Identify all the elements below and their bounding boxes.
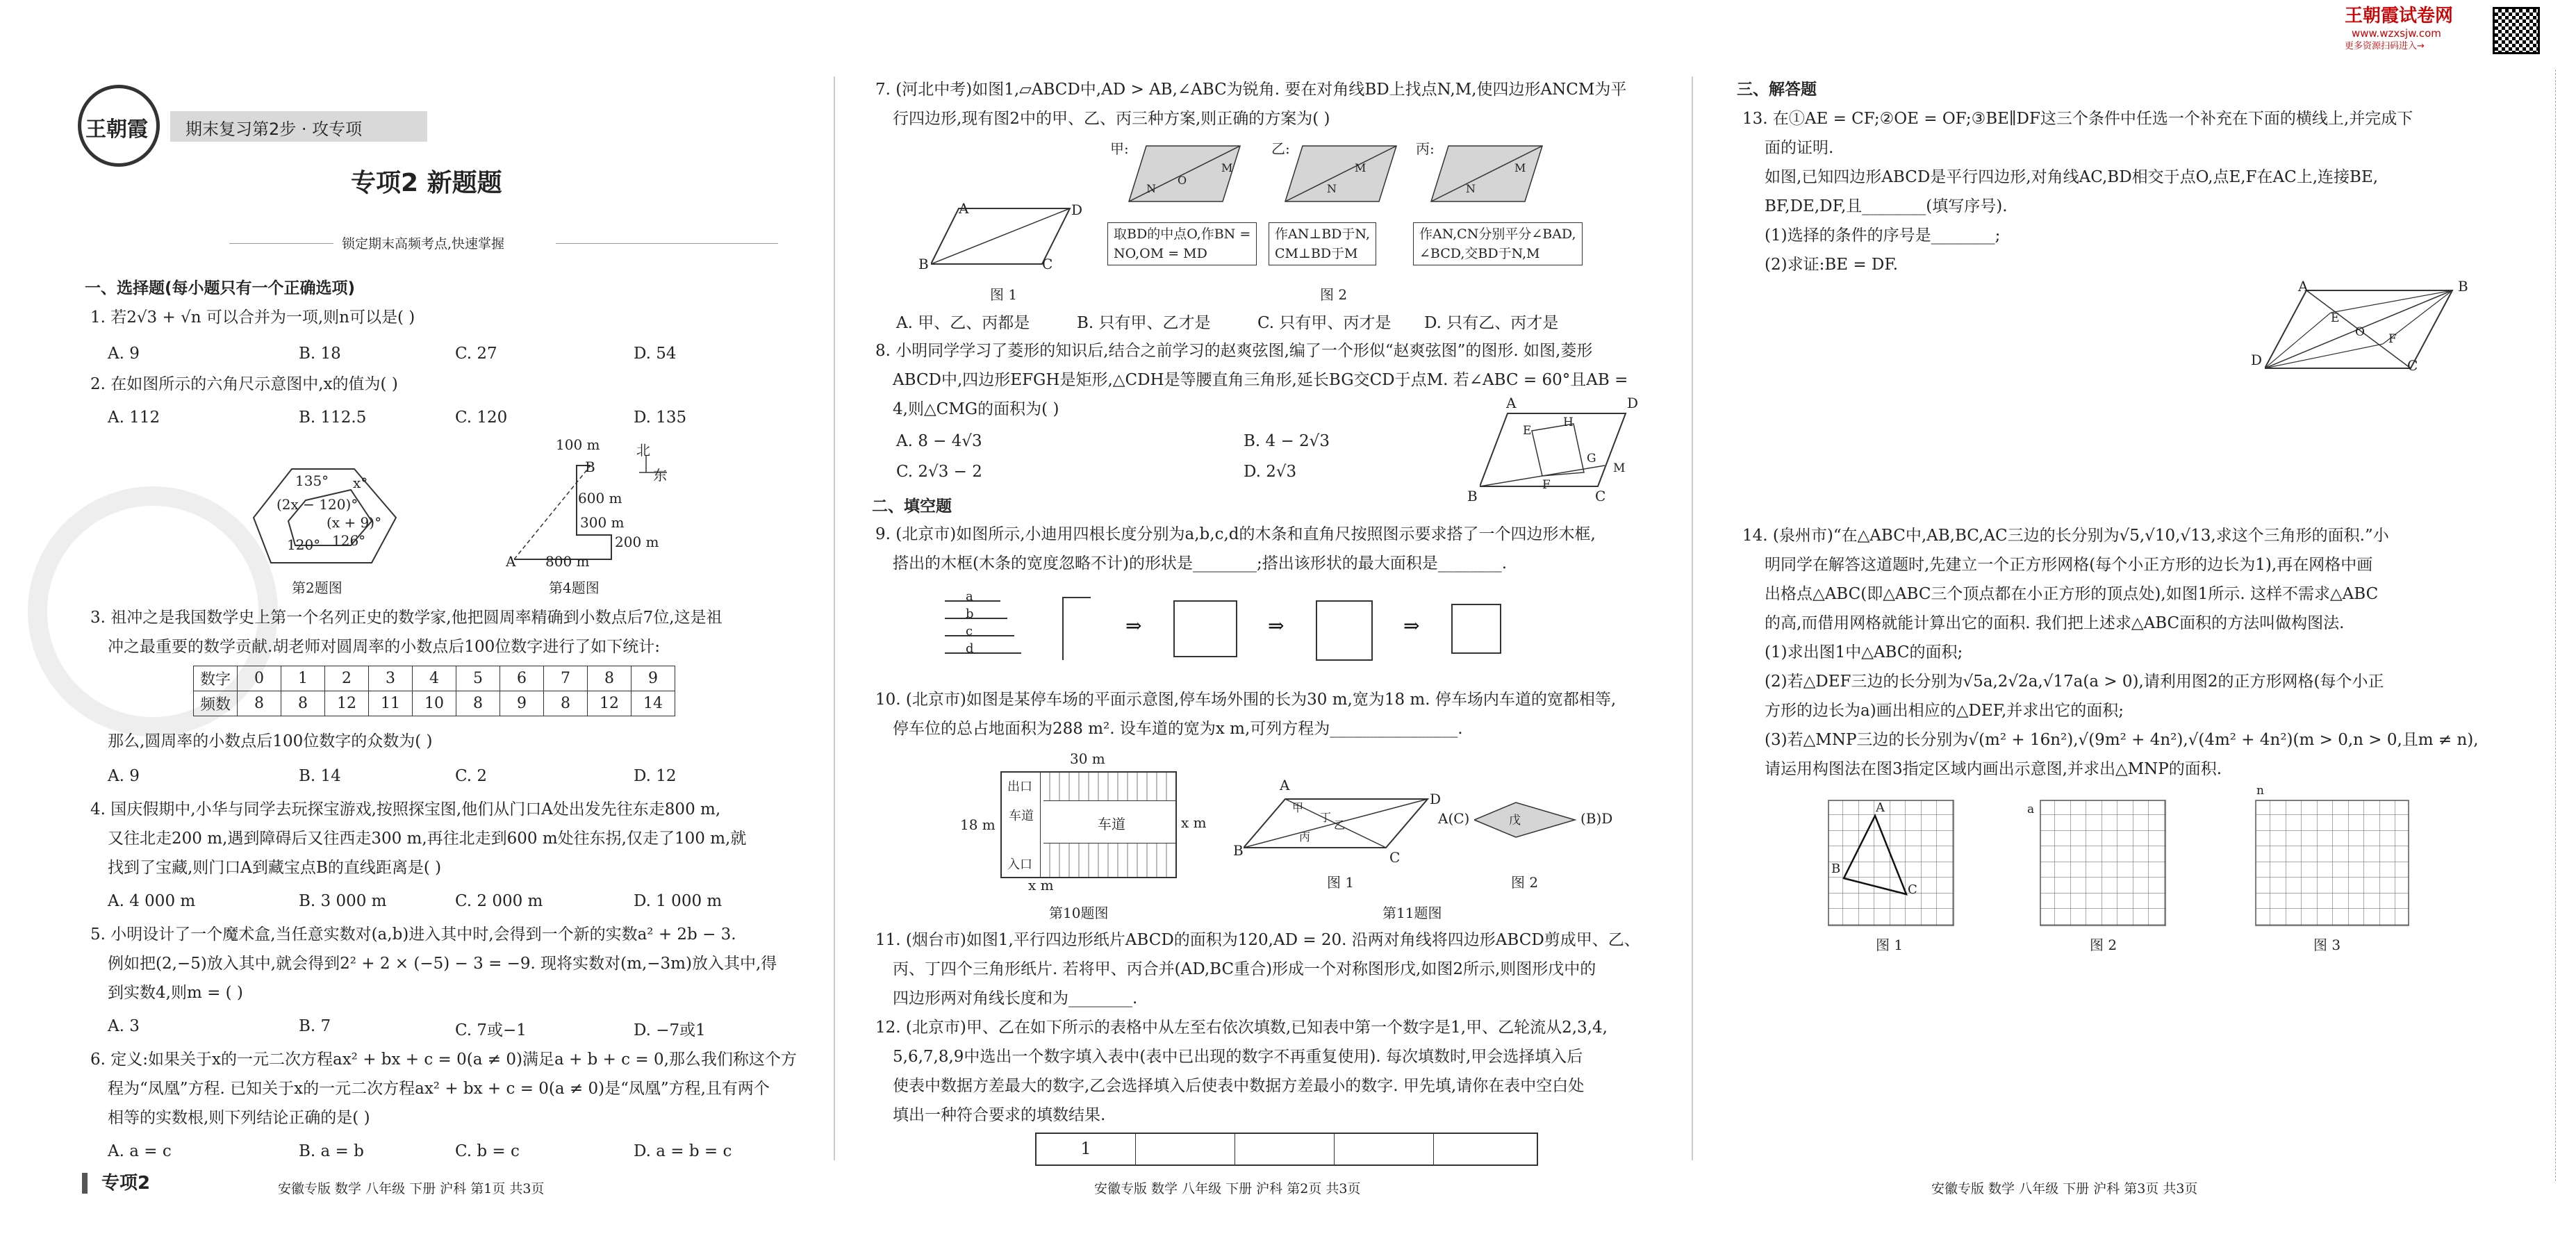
q13-C: C [2407,357,2418,374]
q4-opt-a[interactable]: A. 4 000 m [108,892,196,910]
page-2 [841,0,1688,1243]
table-cell: 0 [238,666,281,691]
q10-lane-v: 车道 [1009,809,1034,823]
q7-bing-M: M [1514,161,1526,174]
q11-caption: 第11题图 [1382,905,1442,921]
q5-line-2: 例如把(2,−5)放入其中,就会得到2² + 2 × (−5) − 3 = −9. 现将实数对(m,−3m)放入其中,得 [108,955,777,973]
q7-fig1-caption: 图 1 [990,286,1018,303]
q8-D: D [1627,395,1639,411]
q8-H: H [1563,415,1574,429]
q14-grid-1 [1827,799,1955,927]
q14-grid-2 [2039,799,2167,927]
q2-opt-a[interactable]: A. 112 [108,409,160,427]
q12-fill-table [1035,1133,1538,1166]
q2-opt-b[interactable]: B. 112.5 [299,409,367,427]
section-choice: 一、选择题(每小题只有一个正确选项) [85,279,356,297]
q7-fig1-A: A [959,200,969,217]
q1-opt-b[interactable]: B. 18 [299,345,341,363]
q6-opt-c[interactable]: C. b = c [455,1142,520,1160]
q9-b: b [966,607,974,621]
q13-line-6: (2)求证:BE = DF. [1765,256,1899,274]
q7-yi-M: M [1355,161,1367,174]
q2-opt-d[interactable]: D. 135 [634,409,687,427]
q7-yi-label: 乙: [1271,140,1290,157]
q13-E: E [2331,311,2340,325]
q7-jia-label: 甲: [1110,140,1129,157]
q7-fig1-C: C [1042,256,1053,272]
svg-text:⇒: ⇒ [1268,614,1285,637]
page-title: 专项2 新题题 [351,169,502,197]
q11-bing: 丙 [1299,830,1311,843]
q7-figure-1 [931,201,1077,271]
q6-opt-a[interactable]: A. a = c [108,1142,172,1160]
q2-text: 2. 在如图所示的六角尺示意图中,x的值为( ) [90,375,398,393]
q11-line-1: 11. (烟台市)如图1,平行四边形纸片ABCD的面积为120,AD = 20. 沿两对角线将四边形ABCD剪成甲、乙、 [875,931,1640,949]
q7-opt-c[interactable]: C. 只有甲、丙才是 [1257,314,1392,332]
q12-line-2: 5,6,7,8,9中选出一个数字填入表中(表中已出现的数字不再重复使用). 每次填数时,甲会选择填入后 [893,1048,1583,1066]
q13-D: D [2251,352,2263,368]
q7-opt-b[interactable]: B. 只有甲、乙才是 [1077,314,1211,332]
q11-line-2: 丙、丁四个三角形纸片. 若将甲、丙合并(AD,BC重合)形成一个对称图形戊,如图2所示,则图形戊中的 [893,960,1596,978]
q6-line-1: 6. 定义:如果关于x的一元二次方程ax² + bx + c = 0(a ≠ 0)满足a + b + c = 0,那么我们称这个方 [90,1051,797,1069]
q1-text: 1. 若2√3 + √n 可以合并为一项,则n可以是( ) [90,308,415,327]
q14-line-3: 出格点△ABC(即△ABC三个顶点都在小正方形的顶点处),如图1所示. 这样不需求△ABC [1765,585,2379,603]
fig2-angle-120: 120° [287,536,321,553]
fig4-200m: 200 m [615,534,659,550]
q10-xm-right: x m [1181,814,1207,831]
q7-plan-yi [1282,142,1400,205]
q12-line-3: 使表中数据方差最大的数字,乙会选择填入后使表中数据方差最小的数字. 甲先填,请你在表中空白处 [893,1077,1585,1095]
q4-opt-b[interactable]: B. 3 000 m [299,892,387,910]
q5-opt-b[interactable]: B. 7 [299,1017,331,1035]
q14-line-2: 明同学在解答这道题时,先建立一个正方形网格(每个小正方形的边长为1),再在网格中画 [1765,556,2373,574]
q9-c: c [966,624,973,639]
q12-cell-blank[interactable] [1335,1134,1434,1164]
q14-grid1-C: C [1908,882,1917,897]
q11-figure-2 [1474,799,1578,841]
table-cell: 8 [238,691,281,716]
q11-line-3: 四边形两对角线长度和为________. [893,989,1138,1007]
q11-D: D [1430,791,1442,807]
q7-bing-N: N [1466,182,1476,195]
q12-cell-blank[interactable] [1235,1134,1335,1164]
q13-line-3: 如图,已知四边形ABCD是平行四边形,对角线AC,BD相交于点O,点E,F在AC上,连接BE, [1765,168,2379,186]
q10-30m: 30 m [1070,750,1105,767]
q14-grid2-a: a [2027,802,2035,816]
table-row [194,666,675,691]
q3-opt-d[interactable]: D. 12 [634,767,677,785]
q14-fig2-caption: 图 2 [2090,937,2117,953]
q8-B: B [1467,488,1478,504]
q4-opt-c[interactable]: C. 2 000 m [455,892,543,910]
fig4-300m: 300 m [580,514,625,531]
q8-E: E [1523,424,1532,438]
fig2-caption: 第2题图 [292,579,342,596]
q7-plan-yi-desc-1: 作AN⊥BD于N, [1275,227,1370,242]
table-cell: 9 [500,691,544,716]
q7-plan-yi-box [1269,222,1376,265]
q11-C: C [1389,849,1401,866]
q13-line-1: 13. 在①AE = CF;②OE = OF;③BE∥DF这三个条件中任选一个补充在下面的横线上,并完成下 [1742,110,2413,128]
q9-line-1: 9. (北京市)如图所示,小迪用四根长度分别为a,b,c,d的木条和直角尺按照图示要求搭了一个四边形木框, [875,525,1596,543]
q7-jia-O: O [1178,174,1187,187]
q7-bing-label: 丙: [1416,140,1435,157]
q10-lane-h: 车道 [1098,816,1125,832]
q8-line-3: 4,则△CMG的面积为( ) [893,400,1059,418]
subtitle-rule-right [556,243,778,244]
table-cell: 8 [456,691,500,716]
q9-figure [938,584,1577,667]
q8-M: M [1613,461,1626,475]
fig2-angle-x: x° [353,475,368,491]
q13-line-2: 面的证明. [1765,139,1834,157]
q14-line-6: (2)若△DEF三边的长分别为√5a,2√2a,√17a(a > 0),请利用图2的正方形网格(每个小正 [1765,673,2384,691]
q5-opt-c[interactable]: C. 7或−1 [455,1021,527,1039]
page-1 [0,0,834,1243]
q10-entry: 入口 [1007,857,1032,872]
q5-opt-a[interactable]: A. 3 [108,1017,140,1035]
q14-fig1-caption: 图 1 [1876,937,1904,953]
table-cell: 1 [281,666,325,691]
q7-yi-N: N [1327,182,1337,195]
q11-jia: 甲 [1292,801,1304,814]
step-banner [170,111,427,142]
table-cell: 9 [631,666,675,691]
q7-plan-bing-desc-1: 作AN,CN分别平分∠BAD, [1419,227,1576,242]
q7-plan-jia-desc-1: 取BD的中点O,作BN = [1114,227,1251,242]
q1-opt-a[interactable]: A. 9 [108,345,140,363]
q14-line-8: (3)若△MNP三边的长分别为√(m² + 16n²),√(9m² + 4n²),√(4m² + 4n²)(m > 0,n > 0,且m ≠ n), [1765,731,2479,749]
fig2-expr-2: (x + 9)° [327,514,382,531]
fig4-B: B [585,459,595,475]
q11-fig1-caption: 图 1 [1327,874,1355,891]
q11-wu: 戊 [1509,814,1521,828]
table-cell: 7 [544,666,588,691]
q14-fig3-caption: 图 3 [2313,937,2341,953]
fig2-angle-135: 135° [295,472,329,489]
table-header: 数字 [194,666,238,691]
q13-A: A [2298,278,2309,295]
q11-fig2-caption: 图 2 [1511,874,1539,891]
q8-C: C [1595,488,1606,504]
q11-B: B [1233,842,1244,859]
q1-opt-c[interactable]: C. 27 [455,345,497,363]
table-row [194,691,675,716]
q7-jia-N: N [1146,182,1156,195]
fig4-north: 北 [636,442,650,459]
logo-text: 王朝霞 [85,117,148,142]
q12-cell-first: 1 [1037,1134,1136,1164]
q12-cell-blank[interactable] [1136,1134,1235,1164]
brand-logo [78,85,160,167]
q8-rhombus-figure [1480,410,1633,493]
q7-opt-a[interactable]: A. 甲、乙、丙都是 [896,314,1030,332]
q3-opt-b[interactable]: B. 14 [299,767,341,785]
q13-line-4: BF,DE,DF,且________(填写序号). [1765,197,2008,215]
subtitle-rule-left [229,243,333,244]
q7-plan-yi-desc-2: CM⊥BD于M [1275,246,1358,261]
q6-opt-d[interactable]: D. a = b = c [634,1142,732,1160]
watermark-url: www.wzxsjw.com [2352,27,2441,40]
q7-plan-bing-desc-2: ∠BCD,交BD于N,M [1419,246,1540,261]
q7-plan-jia-box [1107,222,1257,265]
svg-text:⇒: ⇒ [1125,614,1142,637]
q13-O: O [2355,325,2365,339]
q7-plan-bing-box [1413,222,1583,265]
q11-ding: 丁 [1320,811,1332,824]
q5-line-1: 5. 小明设计了一个魔术盒,当任意实数对(a,b)进入其中时,会得到一个新的实数a² + 2b − 3. [90,925,736,944]
q7-plan-jia-desc-2: NO,OM = MD [1114,246,1207,261]
q14-grid-3 [2254,799,2410,927]
fig4-east: 东 [653,467,667,484]
table-cell: 12 [325,691,369,716]
footer-tag-text: 专项2 [101,1173,151,1194]
q3-line-1: 3. 祖冲之是我国数学史上第一个名列正史的数学家,他把圆周率精确到小数点后7位,这是祖 [90,609,723,627]
q3-line-3: 那么,圆周率的小数点后100位数字的众数为( ) [108,732,433,750]
table-header: 频数 [194,691,238,716]
q7-fig1-B: B [918,256,929,272]
q4-line-3: 找到了宝藏,则门口A到藏宝点B的直线距离是( ) [108,859,442,877]
fig2-expr-1: (2x − 120)° [276,496,358,513]
q11-AC: A(C) [1438,810,1470,827]
fig4-caption: 第4题图 [549,579,600,596]
fig4-A: A [506,553,516,570]
table-cell: 2 [325,666,369,691]
q11-yi: 乙 [1334,818,1346,832]
q14-line-4: 的高,而借用网格就能计算出它的面积. 我们把上述求△ABC面积的方法叫做构图法. [1765,614,2345,632]
fig4-600m: 600 m [578,490,622,507]
q4-opt-d[interactable]: D. 1 000 m [634,892,723,910]
q7-fig1-D: D [1071,201,1083,218]
q8-line-1: 8. 小明同学学习了菱形的知识后,结合之前学习的赵爽弦图,编了一个形似“赵爽弦图”的图形. 如图,菱形 [875,342,1593,360]
q8-opt-b[interactable]: B. 4 − 2√3 [1244,432,1330,450]
q8-opt-d[interactable]: D. 2√3 [1244,463,1297,481]
footer-page-3: 安徽专版 数学 八年级 下册 沪科 第3页 共3页 [1931,1181,2198,1196]
q9-a: a [966,589,973,604]
q6-opt-b[interactable]: B. a = b [299,1142,364,1160]
q14-grid3-n: n [2256,784,2264,798]
q10-18m: 18 m [960,816,996,833]
column-divider-2 [1692,76,1693,1160]
footer-tag [82,1173,88,1194]
q3-opt-a[interactable]: A. 9 [108,767,140,785]
q14-line-5: (1)求出图1中△ABC的面积; [1765,643,1963,661]
table-cell: 10 [413,691,456,716]
q7-line-1: 7. (河北中考)如图1,▱ABCD中,AD > AB,∠ABC为锐角. 要在对角线BD上找点N,M,使四边形ANCM为平 [875,81,1627,99]
q10-exit: 出口 [1007,780,1032,794]
q14-line-7: 方形的边长为a)画出相应的△DEF,并求出它的面积; [1765,702,2124,720]
fig4-800m: 800 m [545,553,590,570]
section-fill: 二、填空题 [872,497,952,516]
q1-opt-d[interactable]: D. 54 [634,345,677,363]
table-cell: 12 [588,691,631,716]
table-cell: 6 [500,666,544,691]
q9-line-2: 搭出的木框(木条的宽度忽略不计)的形状是________;搭出该形状的最大面积是________. [893,554,1508,573]
q10-line-1: 10. (北京市)如图是某停车场的平面示意图,停车场外围的长为30 m,宽为18 m. 停车场内车道的宽都相等, [875,691,1617,709]
fig4-100m: 100 m [556,436,600,453]
q5-line-3: 到实数4,则m = ( ) [108,984,243,1002]
footer-page-1: 安徽专版 数学 八年级 下册 沪科 第1页 共3页 [278,1181,545,1196]
q6-line-2: 程为“凤凰”方程. 已知关于x的一元二次方程ax² + bx + c = 0(a ≠ 0)是“凤凰”方程,且有两个 [108,1080,770,1098]
q7-opt-d[interactable]: D. 只有乙、丙才是 [1424,314,1559,332]
q14-grid1-A: A [1876,800,1885,815]
q7-line-2: 行四边形,现有图2中的甲、乙、丙三种方案,则正确的方案为( ) [893,110,1330,128]
table-cell: 14 [631,691,675,716]
page-subtitle: 锁定期末高频考点,快速掌握 [342,236,505,252]
q5-opt-d[interactable]: D. −7或1 [634,1021,706,1039]
q2-opt-c[interactable]: C. 120 [455,409,508,427]
column-divider-1 [834,76,835,1160]
q12-line-1: 12. (北京市)甲、乙在如下所示的表格中从左至右依次填数,已知表中第一个数字是1,甲、乙轮流从2,3,4, [875,1019,1608,1037]
q8-line-2: ABCD中,四边形EFGH是矩形,△CDH是等腰直角三角形,延长BG交CD于点M. 若∠ABC = 60°且AB = [893,371,1628,389]
q6-line-3: 相等的实数根,则下列结论正确的是( ) [108,1109,370,1127]
q12-line-4: 填出一种符合要求的填数结果. [893,1106,1106,1124]
svg-text:⇒: ⇒ [1403,614,1420,637]
q11-BD: (B)D [1580,810,1613,827]
table-cell: 11 [369,691,413,716]
watermark-site: 王朝霞试卷网 [2345,6,2454,26]
q8-opt-a[interactable]: A. 8 − 4√3 [896,432,982,450]
table-cell: 8 [588,666,631,691]
table-cell: 4 [413,666,456,691]
q8-F: F [1542,478,1551,492]
watermark-note: 更多资源扫码进入→ [2345,41,2425,51]
q7-plan-bing [1428,142,1546,205]
table-cell: 3 [369,666,413,691]
table-cell: 5 [456,666,500,691]
q12-cell-blank[interactable] [1434,1134,1533,1164]
page-3 [1695,0,2576,1243]
figure-q4-path [507,445,688,570]
q4-line-1: 4. 国庆假期中,小华与同学去玩探宝游戏,按照探宝图,他们从门口A处出发先往东走800 m, [90,800,721,818]
q10-xm-bottom: x m [1028,877,1054,894]
step-title: 期末复习第2步 · 攻专项 [185,120,363,139]
q8-A: A [1506,395,1517,411]
q8-G: G [1587,452,1596,466]
q11-A: A [1280,777,1290,793]
q13-line-5: (1)选择的条件的序号是________; [1765,227,2001,245]
qr-code-icon [2493,7,2540,54]
q14-grid1-B: B [1831,862,1841,876]
q8-opt-c[interactable]: C. 2√3 − 2 [896,463,982,481]
table-cell: 8 [544,691,588,716]
footer-page-2: 安徽专版 数学 八年级 下册 沪科 第2页 共3页 [1094,1181,1361,1196]
q3-line-2: 冲之最重要的数学贡献.胡老师对圆周率的小数点后100位数字进行了如下统计: [108,638,660,656]
q14-line-1: 14. (泉州市)“在△ABC中,AB,BC,AC三边的长分别为√5,√10,√13,求这个三角形的面积.”小 [1742,527,2389,545]
q14-line-9: 请运用构图法在图3指定区域内画出示意图,并求出△MNP的面积. [1765,760,2222,778]
q4-line-2: 又往北走200 m,遇到障碍后又往西走300 m,再往北走到600 m处往东拐,仅走了100 m,就 [108,830,747,848]
q9-d: d [966,641,974,656]
q7-jia-M: M [1221,161,1233,174]
fig2-angle-126: 126° [332,532,366,549]
q3-frequency-table [193,666,675,716]
binding-line [2555,69,2556,1181]
q13-F: F [2388,332,2397,346]
q13-B: B [2458,278,2468,295]
table-cell: 8 [281,691,325,716]
section-answer: 三、解答题 [1737,81,1817,99]
q3-opt-c[interactable]: C. 2 [455,767,488,785]
q10-line-2: 停车位的总占地面积为288 m². 设车道的宽为x m,可列方程为________________. [893,720,1463,738]
q7-fig2-caption: 图 2 [1320,286,1348,303]
q10-caption: 第10题图 [1049,905,1109,921]
